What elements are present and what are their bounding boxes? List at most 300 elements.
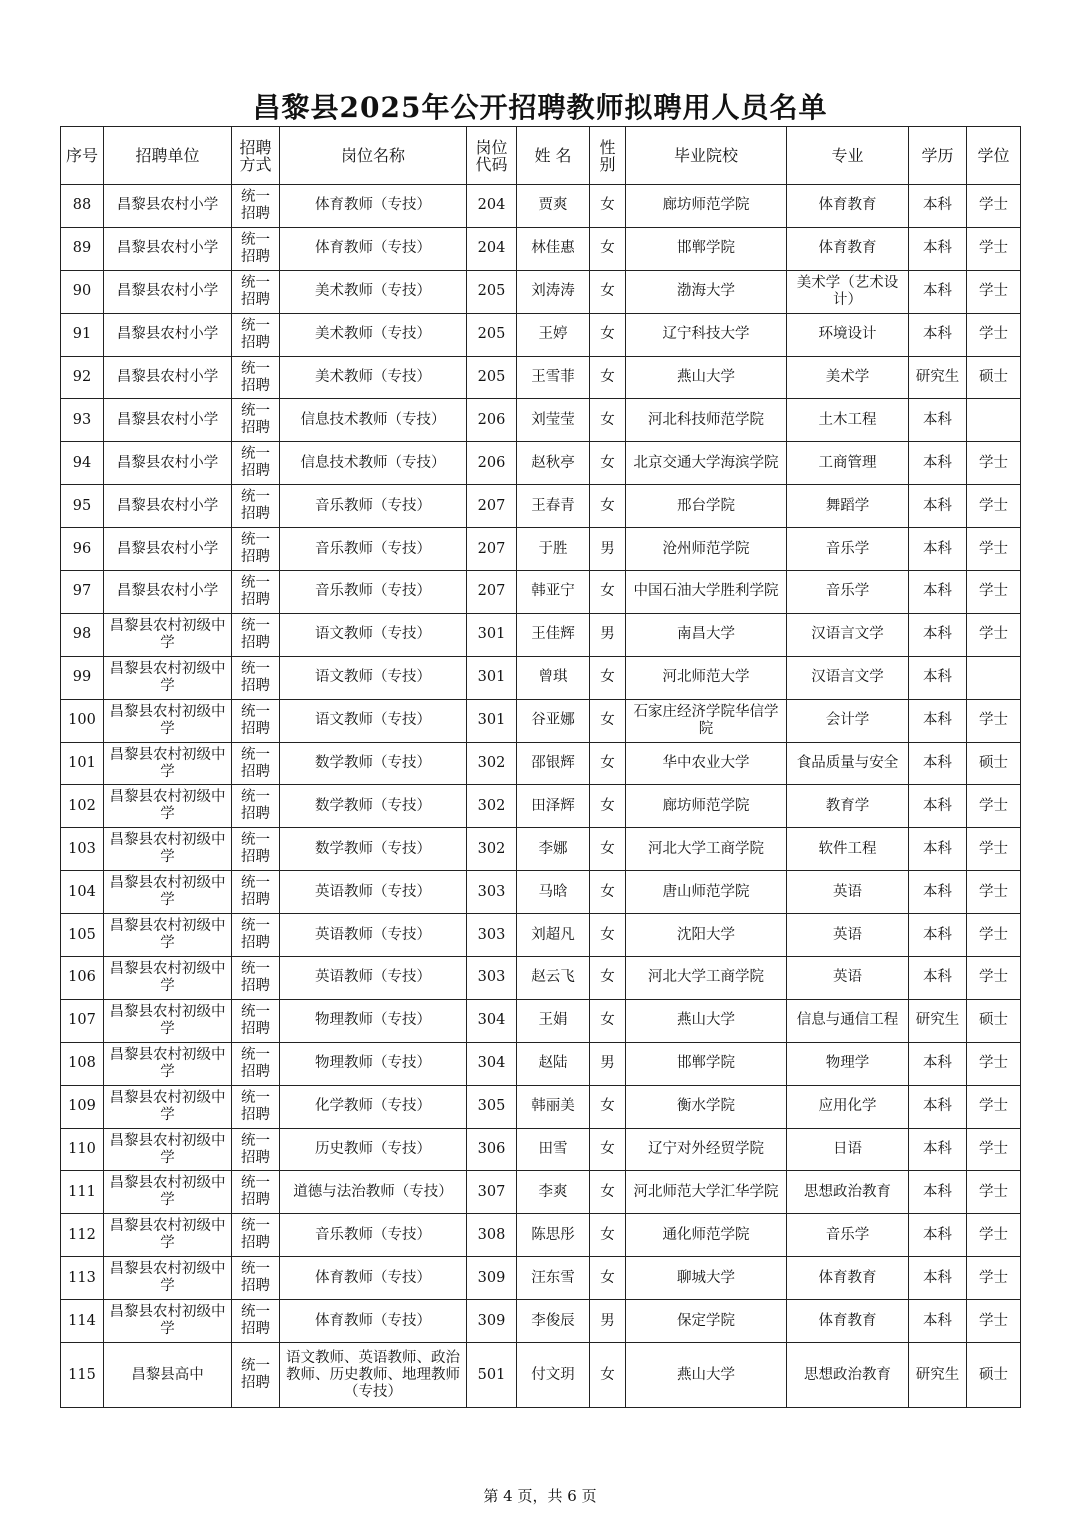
cell-col-school: 燕山大学 bbox=[626, 356, 787, 399]
header-col-index: 序号 bbox=[61, 127, 104, 185]
cell-col-major: 信息与通信工程 bbox=[787, 999, 909, 1042]
cell-col-index: 88 bbox=[61, 185, 104, 228]
cell-col-index: 98 bbox=[61, 613, 104, 656]
cell-col-index: 91 bbox=[61, 313, 104, 356]
table-row bbox=[61, 1042, 1021, 1085]
cell-col-position: 语文教师（专技） bbox=[280, 656, 467, 699]
cell-col-school: 保定学院 bbox=[626, 1300, 787, 1343]
cell-col-name: 韩丽美 bbox=[517, 1085, 590, 1128]
page-footer: 第 4 页，共 6 页 bbox=[483, 1487, 597, 1505]
cell-col-major: 物理学 bbox=[787, 1042, 909, 1085]
cell-col-gender: 女 bbox=[590, 1128, 626, 1171]
cell-col-education: 本科 bbox=[909, 227, 967, 270]
table-row bbox=[61, 1085, 1021, 1128]
cell-col-school: 渤海大学 bbox=[626, 270, 787, 313]
cell-col-code: 501 bbox=[467, 1343, 517, 1408]
cell-col-major: 汉语言文学 bbox=[787, 656, 909, 699]
cell-col-position: 物理教师（专技） bbox=[280, 1042, 467, 1085]
cell-col-code: 205 bbox=[467, 356, 517, 399]
cell-col-unit: 昌黎县农村初级中学 bbox=[104, 1042, 232, 1085]
cell-col-position: 语文教师（专技） bbox=[280, 699, 467, 742]
table-body bbox=[61, 185, 1021, 1408]
cell-col-gender: 女 bbox=[590, 871, 626, 914]
cell-col-method: 统一招聘 bbox=[232, 1128, 280, 1171]
cell-col-education: 本科 bbox=[909, 1085, 967, 1128]
cell-col-code: 204 bbox=[467, 185, 517, 228]
cell-col-gender: 女 bbox=[590, 1257, 626, 1300]
cell-col-method: 统一招聘 bbox=[232, 871, 280, 914]
cell-col-degree: 学士 bbox=[967, 699, 1021, 742]
cell-col-name: 曾琪 bbox=[517, 656, 590, 699]
cell-col-position: 美术教师（专技） bbox=[280, 313, 467, 356]
cell-col-school: 燕山大学 bbox=[626, 999, 787, 1042]
cell-col-index: 94 bbox=[61, 442, 104, 485]
cell-col-code: 204 bbox=[467, 227, 517, 270]
cell-col-major: 工商管理 bbox=[787, 442, 909, 485]
cell-col-code: 303 bbox=[467, 957, 517, 1000]
cell-col-position: 道德与法治教师（专技） bbox=[280, 1171, 467, 1214]
cell-col-degree: 学士 bbox=[967, 785, 1021, 828]
table-row bbox=[61, 1214, 1021, 1257]
cell-col-school: 河北大学工商学院 bbox=[626, 957, 787, 1000]
table-row bbox=[61, 1300, 1021, 1343]
cell-col-degree: 学士 bbox=[967, 828, 1021, 871]
cell-col-code: 306 bbox=[467, 1128, 517, 1171]
cell-col-unit: 昌黎县农村初级中学 bbox=[104, 699, 232, 742]
table-row bbox=[61, 914, 1021, 957]
cell-col-method: 统一招聘 bbox=[232, 1214, 280, 1257]
cell-col-code: 307 bbox=[467, 1171, 517, 1214]
cell-col-code: 205 bbox=[467, 313, 517, 356]
cell-col-name: 赵云飞 bbox=[517, 957, 590, 1000]
cell-col-major: 会计学 bbox=[787, 699, 909, 742]
cell-col-method: 统一招聘 bbox=[232, 485, 280, 528]
cell-col-degree: 硕士 bbox=[967, 356, 1021, 399]
cell-col-gender: 女 bbox=[590, 442, 626, 485]
cell-col-position: 信息技术教师（专技） bbox=[280, 442, 467, 485]
cell-col-gender: 女 bbox=[590, 785, 626, 828]
cell-col-gender: 女 bbox=[590, 356, 626, 399]
cell-col-school: 沈阳大学 bbox=[626, 914, 787, 957]
table-row bbox=[61, 1128, 1021, 1171]
cell-col-gender: 女 bbox=[590, 999, 626, 1042]
cell-col-degree bbox=[967, 399, 1021, 442]
header-col-position: 岗位名称 bbox=[280, 127, 467, 185]
cell-col-degree: 学士 bbox=[967, 1171, 1021, 1214]
cell-col-school: 邢台学院 bbox=[626, 485, 787, 528]
cell-col-position: 音乐教师（专技） bbox=[280, 485, 467, 528]
cell-col-unit: 昌黎县农村小学 bbox=[104, 528, 232, 571]
cell-col-method: 统一招聘 bbox=[232, 1257, 280, 1300]
table-header-row bbox=[61, 127, 1021, 185]
cell-col-gender: 女 bbox=[590, 1214, 626, 1257]
table-row bbox=[61, 185, 1021, 228]
cell-col-code: 207 bbox=[467, 528, 517, 571]
cell-col-education: 本科 bbox=[909, 742, 967, 785]
cell-col-education: 本科 bbox=[909, 1128, 967, 1171]
cell-col-education: 本科 bbox=[909, 313, 967, 356]
cell-col-major: 美术学 bbox=[787, 356, 909, 399]
cell-col-major: 音乐学 bbox=[787, 528, 909, 571]
cell-col-degree: 学士 bbox=[967, 1300, 1021, 1343]
cell-col-name: 韩亚宁 bbox=[517, 571, 590, 614]
cell-col-unit: 昌黎县农村初级中学 bbox=[104, 613, 232, 656]
cell-col-school: 华中农业大学 bbox=[626, 742, 787, 785]
cell-col-major: 英语 bbox=[787, 957, 909, 1000]
cell-col-school: 河北大学工商学院 bbox=[626, 828, 787, 871]
cell-col-code: 309 bbox=[467, 1257, 517, 1300]
cell-col-index: 105 bbox=[61, 914, 104, 957]
cell-col-school: 沧州师范学院 bbox=[626, 528, 787, 571]
cell-col-school: 燕山大学 bbox=[626, 1343, 787, 1408]
cell-col-education: 本科 bbox=[909, 442, 967, 485]
table-row bbox=[61, 1171, 1021, 1214]
table-row bbox=[61, 571, 1021, 614]
cell-col-education: 本科 bbox=[909, 957, 967, 1000]
cell-col-education: 本科 bbox=[909, 828, 967, 871]
cell-col-school: 唐山师范学院 bbox=[626, 871, 787, 914]
cell-col-index: 108 bbox=[61, 1042, 104, 1085]
cell-col-degree: 学士 bbox=[967, 1257, 1021, 1300]
cell-col-code: 308 bbox=[467, 1214, 517, 1257]
cell-col-degree: 学士 bbox=[967, 442, 1021, 485]
cell-col-method: 统一招聘 bbox=[232, 914, 280, 957]
cell-col-index: 104 bbox=[61, 871, 104, 914]
cell-col-gender: 女 bbox=[590, 185, 626, 228]
cell-col-major: 汉语言文学 bbox=[787, 613, 909, 656]
table-row bbox=[61, 785, 1021, 828]
cell-col-position: 语文教师（专技） bbox=[280, 613, 467, 656]
cell-col-degree: 学士 bbox=[967, 1042, 1021, 1085]
cell-col-major: 体育教育 bbox=[787, 227, 909, 270]
cell-col-education: 研究生 bbox=[909, 1343, 967, 1408]
cell-col-index: 103 bbox=[61, 828, 104, 871]
cell-col-index: 112 bbox=[61, 1214, 104, 1257]
cell-col-gender: 女 bbox=[590, 699, 626, 742]
cell-col-school: 通化师范学院 bbox=[626, 1214, 787, 1257]
cell-col-code: 301 bbox=[467, 699, 517, 742]
cell-col-school: 衡水学院 bbox=[626, 1085, 787, 1128]
cell-col-major: 教育学 bbox=[787, 785, 909, 828]
cell-col-name: 邵银辉 bbox=[517, 742, 590, 785]
cell-col-name: 贾爽 bbox=[517, 185, 590, 228]
cell-col-code: 302 bbox=[467, 785, 517, 828]
cell-col-method: 统一招聘 bbox=[232, 999, 280, 1042]
cell-col-code: 309 bbox=[467, 1300, 517, 1343]
cell-col-unit: 昌黎县农村小学 bbox=[104, 571, 232, 614]
cell-col-unit: 昌黎县农村初级中学 bbox=[104, 828, 232, 871]
cell-col-position: 物理教师（专技） bbox=[280, 999, 467, 1042]
cell-col-degree: 学士 bbox=[967, 1214, 1021, 1257]
cell-col-degree: 学士 bbox=[967, 227, 1021, 270]
cell-col-gender: 女 bbox=[590, 957, 626, 1000]
cell-col-position: 化学教师（专技） bbox=[280, 1085, 467, 1128]
cell-col-education: 本科 bbox=[909, 1042, 967, 1085]
cell-col-code: 207 bbox=[467, 571, 517, 614]
cell-col-index: 114 bbox=[61, 1300, 104, 1343]
table-row bbox=[61, 442, 1021, 485]
cell-col-position: 语文教师、英语教师、政治教师、历史教师、地理教师（专技） bbox=[280, 1343, 467, 1408]
cell-col-index: 93 bbox=[61, 399, 104, 442]
cell-col-major: 音乐学 bbox=[787, 571, 909, 614]
cell-col-name: 付文玥 bbox=[517, 1343, 590, 1408]
cell-col-name: 谷亚娜 bbox=[517, 699, 590, 742]
cell-col-gender: 男 bbox=[590, 613, 626, 656]
cell-col-gender: 女 bbox=[590, 1343, 626, 1408]
cell-col-education: 本科 bbox=[909, 1171, 967, 1214]
cell-col-education: 本科 bbox=[909, 485, 967, 528]
cell-col-index: 115 bbox=[61, 1343, 104, 1408]
cell-col-gender: 女 bbox=[590, 914, 626, 957]
cell-col-degree: 学士 bbox=[967, 185, 1021, 228]
header-col-major: 专业 bbox=[787, 127, 909, 185]
cell-col-degree: 学士 bbox=[967, 270, 1021, 313]
cell-col-method: 统一招聘 bbox=[232, 313, 280, 356]
cell-col-position: 体育教师（专技） bbox=[280, 1300, 467, 1343]
cell-col-index: 97 bbox=[61, 571, 104, 614]
cell-col-unit: 昌黎县农村小学 bbox=[104, 185, 232, 228]
cell-col-education: 本科 bbox=[909, 656, 967, 699]
cell-col-unit: 昌黎县农村小学 bbox=[104, 227, 232, 270]
cell-col-index: 90 bbox=[61, 270, 104, 313]
cell-col-unit: 昌黎县高中 bbox=[104, 1343, 232, 1408]
cell-col-name: 李娜 bbox=[517, 828, 590, 871]
cell-col-position: 英语教师（专技） bbox=[280, 957, 467, 1000]
cell-col-method: 统一招聘 bbox=[232, 571, 280, 614]
cell-col-unit: 昌黎县农村初级中学 bbox=[104, 957, 232, 1000]
cell-col-name: 刘涛涛 bbox=[517, 270, 590, 313]
cell-col-method: 统一招聘 bbox=[232, 957, 280, 1000]
cell-col-degree: 学士 bbox=[967, 871, 1021, 914]
cell-col-position: 体育教师（专技） bbox=[280, 1257, 467, 1300]
cell-col-degree: 学士 bbox=[967, 485, 1021, 528]
cell-col-unit: 昌黎县农村初级中学 bbox=[104, 1128, 232, 1171]
cell-col-gender: 男 bbox=[590, 528, 626, 571]
cell-col-code: 301 bbox=[467, 656, 517, 699]
cell-col-name: 于胜 bbox=[517, 528, 590, 571]
table-row bbox=[61, 957, 1021, 1000]
cell-col-code: 302 bbox=[467, 828, 517, 871]
cell-col-code: 303 bbox=[467, 914, 517, 957]
cell-col-unit: 昌黎县农村初级中学 bbox=[104, 656, 232, 699]
cell-col-school: 廊坊师范学院 bbox=[626, 185, 787, 228]
cell-col-name: 王婷 bbox=[517, 313, 590, 356]
cell-col-education: 本科 bbox=[909, 571, 967, 614]
cell-col-code: 205 bbox=[467, 270, 517, 313]
cell-col-method: 统一招聘 bbox=[232, 656, 280, 699]
cell-col-name: 陈思彤 bbox=[517, 1214, 590, 1257]
cell-col-school: 河北师范大学汇华学院 bbox=[626, 1171, 787, 1214]
cell-col-degree: 硕士 bbox=[967, 999, 1021, 1042]
cell-col-method: 统一招聘 bbox=[232, 613, 280, 656]
cell-col-name: 赵陆 bbox=[517, 1042, 590, 1085]
cell-col-code: 303 bbox=[467, 871, 517, 914]
cell-col-degree bbox=[967, 656, 1021, 699]
cell-col-unit: 昌黎县农村初级中学 bbox=[104, 742, 232, 785]
cell-col-name: 王佳辉 bbox=[517, 613, 590, 656]
table-row bbox=[61, 1343, 1021, 1408]
cell-col-code: 302 bbox=[467, 742, 517, 785]
cell-col-name: 刘超凡 bbox=[517, 914, 590, 957]
cell-col-major: 美术学（艺术设计） bbox=[787, 270, 909, 313]
header-col-unit: 招聘单位 bbox=[104, 127, 232, 185]
cell-col-major: 软件工程 bbox=[787, 828, 909, 871]
table-row bbox=[61, 699, 1021, 742]
table-row bbox=[61, 270, 1021, 313]
table-row bbox=[61, 313, 1021, 356]
cell-col-index: 113 bbox=[61, 1257, 104, 1300]
cell-col-major: 音乐学 bbox=[787, 1214, 909, 1257]
cell-col-unit: 昌黎县农村小学 bbox=[104, 399, 232, 442]
cell-col-code: 305 bbox=[467, 1085, 517, 1128]
cell-col-position: 数学教师（专技） bbox=[280, 828, 467, 871]
cell-col-degree: 硕士 bbox=[967, 1343, 1021, 1408]
table-row bbox=[61, 613, 1021, 656]
cell-col-unit: 昌黎县农村初级中学 bbox=[104, 1171, 232, 1214]
table-row bbox=[61, 999, 1021, 1042]
cell-col-name: 赵秋亭 bbox=[517, 442, 590, 485]
cell-col-school: 南昌大学 bbox=[626, 613, 787, 656]
cell-col-school: 河北师范大学 bbox=[626, 656, 787, 699]
cell-col-gender: 男 bbox=[590, 1042, 626, 1085]
cell-col-method: 统一招聘 bbox=[232, 1171, 280, 1214]
cell-col-major: 体育教育 bbox=[787, 185, 909, 228]
cell-col-index: 100 bbox=[61, 699, 104, 742]
cell-col-gender: 女 bbox=[590, 485, 626, 528]
cell-col-gender: 女 bbox=[590, 313, 626, 356]
cell-col-school: 河北科技师范学院 bbox=[626, 399, 787, 442]
cell-col-code: 206 bbox=[467, 442, 517, 485]
cell-col-position: 美术教师（专技） bbox=[280, 356, 467, 399]
hiring-table bbox=[60, 126, 1021, 1408]
cell-col-unit: 昌黎县农村初级中学 bbox=[104, 1085, 232, 1128]
cell-col-index: 96 bbox=[61, 528, 104, 571]
cell-col-code: 304 bbox=[467, 999, 517, 1042]
cell-col-major: 体育教育 bbox=[787, 1257, 909, 1300]
cell-col-education: 本科 bbox=[909, 871, 967, 914]
cell-col-position: 信息技术教师（专技） bbox=[280, 399, 467, 442]
cell-col-unit: 昌黎县农村初级中学 bbox=[104, 871, 232, 914]
cell-col-degree: 硕士 bbox=[967, 742, 1021, 785]
cell-col-education: 研究生 bbox=[909, 356, 967, 399]
cell-col-education: 本科 bbox=[909, 1214, 967, 1257]
cell-col-unit: 昌黎县农村初级中学 bbox=[104, 1214, 232, 1257]
table-row bbox=[61, 1257, 1021, 1300]
cell-col-degree: 学士 bbox=[967, 957, 1021, 1000]
table-row bbox=[61, 528, 1021, 571]
cell-col-school: 辽宁对外经贸学院 bbox=[626, 1128, 787, 1171]
header-col-school: 毕业院校 bbox=[626, 127, 787, 185]
cell-col-school: 邯郸学院 bbox=[626, 1042, 787, 1085]
cell-col-education: 本科 bbox=[909, 785, 967, 828]
table-row bbox=[61, 399, 1021, 442]
cell-col-major: 英语 bbox=[787, 871, 909, 914]
cell-col-degree: 学士 bbox=[967, 613, 1021, 656]
cell-col-index: 102 bbox=[61, 785, 104, 828]
cell-col-gender: 女 bbox=[590, 571, 626, 614]
cell-col-method: 统一招聘 bbox=[232, 270, 280, 313]
cell-col-education: 本科 bbox=[909, 185, 967, 228]
cell-col-position: 音乐教师（专技） bbox=[280, 528, 467, 571]
cell-col-method: 统一招聘 bbox=[232, 227, 280, 270]
cell-col-unit: 昌黎县农村初级中学 bbox=[104, 999, 232, 1042]
cell-col-unit: 昌黎县农村小学 bbox=[104, 356, 232, 399]
cell-col-index: 106 bbox=[61, 957, 104, 1000]
cell-col-method: 统一招聘 bbox=[232, 399, 280, 442]
cell-col-education: 本科 bbox=[909, 270, 967, 313]
cell-col-code: 206 bbox=[467, 399, 517, 442]
header-col-code: 岗位代码 bbox=[467, 127, 517, 185]
cell-col-name: 王雪菲 bbox=[517, 356, 590, 399]
cell-col-name: 李爽 bbox=[517, 1171, 590, 1214]
cell-col-position: 数学教师（专技） bbox=[280, 785, 467, 828]
cell-col-education: 本科 bbox=[909, 528, 967, 571]
cell-col-education: 本科 bbox=[909, 914, 967, 957]
cell-col-index: 107 bbox=[61, 999, 104, 1042]
table-row bbox=[61, 742, 1021, 785]
cell-col-major: 食品质量与安全 bbox=[787, 742, 909, 785]
cell-col-index: 95 bbox=[61, 485, 104, 528]
cell-col-name: 李俊辰 bbox=[517, 1300, 590, 1343]
cell-col-method: 统一招聘 bbox=[232, 1042, 280, 1085]
cell-col-name: 王娟 bbox=[517, 999, 590, 1042]
cell-col-name: 马晗 bbox=[517, 871, 590, 914]
table-row bbox=[61, 227, 1021, 270]
header-col-method: 招聘方式 bbox=[232, 127, 280, 185]
cell-col-education: 本科 bbox=[909, 1257, 967, 1300]
cell-col-major: 日语 bbox=[787, 1128, 909, 1171]
cell-col-position: 体育教师（专技） bbox=[280, 185, 467, 228]
cell-col-education: 研究生 bbox=[909, 999, 967, 1042]
header-col-name: 姓 名 bbox=[517, 127, 590, 185]
cell-col-method: 统一招聘 bbox=[232, 528, 280, 571]
cell-col-education: 本科 bbox=[909, 1300, 967, 1343]
cell-col-name: 汪东雪 bbox=[517, 1257, 590, 1300]
cell-col-method: 统一招聘 bbox=[232, 1343, 280, 1408]
cell-col-method: 统一招聘 bbox=[232, 828, 280, 871]
cell-col-method: 统一招聘 bbox=[232, 742, 280, 785]
header-col-gender: 性别 bbox=[590, 127, 626, 185]
cell-col-index: 101 bbox=[61, 742, 104, 785]
cell-col-position: 体育教师（专技） bbox=[280, 227, 467, 270]
cell-col-school: 聊城大学 bbox=[626, 1257, 787, 1300]
cell-col-position: 英语教师（专技） bbox=[280, 914, 467, 957]
cell-col-school: 辽宁科技大学 bbox=[626, 313, 787, 356]
cell-col-major: 舞蹈学 bbox=[787, 485, 909, 528]
cell-col-major: 体育教育 bbox=[787, 1300, 909, 1343]
cell-col-gender: 女 bbox=[590, 1171, 626, 1214]
cell-col-major: 应用化学 bbox=[787, 1085, 909, 1128]
page-title: 昌黎县2025年公开招聘教师拟聘用人员名单 bbox=[252, 91, 828, 124]
cell-col-name: 林佳惠 bbox=[517, 227, 590, 270]
cell-col-degree: 学士 bbox=[967, 914, 1021, 957]
cell-col-degree: 学士 bbox=[967, 528, 1021, 571]
cell-col-school: 北京交通大学海滨学院 bbox=[626, 442, 787, 485]
cell-col-position: 音乐教师（专技） bbox=[280, 571, 467, 614]
cell-col-gender: 女 bbox=[590, 270, 626, 313]
table-row bbox=[61, 485, 1021, 528]
cell-col-gender: 女 bbox=[590, 399, 626, 442]
table-row bbox=[61, 656, 1021, 699]
cell-col-method: 统一招聘 bbox=[232, 699, 280, 742]
cell-col-education: 本科 bbox=[909, 699, 967, 742]
cell-col-school: 廊坊师范学院 bbox=[626, 785, 787, 828]
cell-col-method: 统一招聘 bbox=[232, 356, 280, 399]
cell-col-position: 数学教师（专技） bbox=[280, 742, 467, 785]
cell-col-degree: 学士 bbox=[967, 1128, 1021, 1171]
cell-col-degree: 学士 bbox=[967, 571, 1021, 614]
cell-col-method: 统一招聘 bbox=[232, 1300, 280, 1343]
